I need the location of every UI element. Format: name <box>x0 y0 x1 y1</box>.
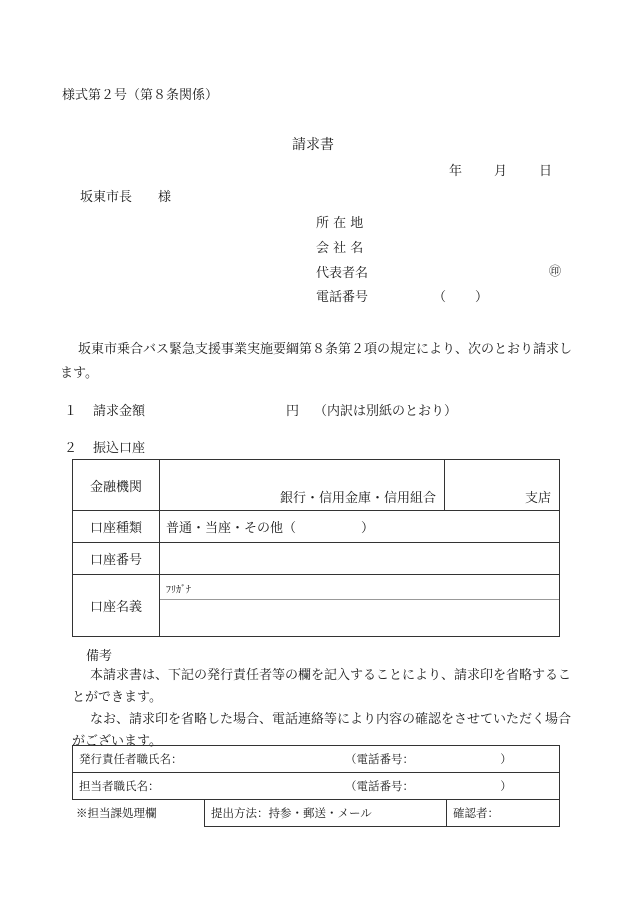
seal-mark: ㊞ <box>549 264 562 278</box>
account-number-label: 口座番号 <box>73 543 160 575</box>
account-name-row[interactable] <box>160 600 559 636</box>
submission-method[interactable]: 提出方法：持参・郵送・メール <box>205 800 447 827</box>
account-label: 振込口座 <box>93 441 146 456</box>
remarks-line2: なお、請求印を省略した場合、電話連絡等により内容の確認をさせていただく場合がございます。 <box>72 712 572 749</box>
phone-paren-open: （ <box>433 290 447 305</box>
processing-table <box>72 799 560 827</box>
contact-phone: （電話番号： ） <box>345 779 512 793</box>
amount-unit: 円 <box>286 404 300 419</box>
representative-label: 代表者名 <box>316 266 369 281</box>
amount-note: （内訳は別紙のとおり） <box>314 404 458 419</box>
account-name-field[interactable] <box>160 575 560 637</box>
amount-item-number: １ <box>64 404 78 419</box>
date-month: 月 <box>494 164 508 179</box>
phone-label: 電話番号 <box>316 290 369 305</box>
document-title: 請求書 <box>292 137 334 153</box>
date-day: 日 <box>539 164 553 179</box>
issuer-row[interactable] <box>73 746 560 773</box>
account-type-options[interactable]: 普通・当座・その他（ ） <box>160 511 560 543</box>
account-type-label: 口座種類 <box>73 511 160 543</box>
furigana-row[interactable]: ﾌﾘｶﾞﾅ <box>160 575 559 600</box>
phone-paren-close: ） <box>475 290 489 305</box>
institution-field[interactable]: 銀行・信用金庫・信用組合 <box>160 460 445 511</box>
institution-label: 金融機関 <box>73 460 160 511</box>
account-name-label: 口座名義 <box>73 575 160 637</box>
contact-label: 担当者職氏名： <box>79 779 160 793</box>
remarks-line1: 本請求書は、下記の発行責任者等の欄を記入することにより、請求印を省略することができます。 <box>72 668 572 705</box>
confirmer[interactable]: 確認者： <box>447 800 560 827</box>
issuer-phone: （電話番号： ） <box>345 752 512 766</box>
responsible-table <box>72 745 560 800</box>
address-label: 所 在 地 <box>316 216 364 231</box>
body-text: 坂東市乗合バス緊急支援事業実施要綱第８条第２項の規定により、次のとおり請求します。 <box>60 342 573 381</box>
dept-label: ※担当課処理欄 <box>76 806 157 820</box>
date-year: 年 <box>449 164 463 179</box>
issuer-label: 発行責任者職氏名： <box>79 752 183 766</box>
contact-row[interactable] <box>73 773 560 800</box>
company-label: 会 社 名 <box>316 241 364 256</box>
account-number-field[interactable] <box>160 543 560 575</box>
recipient: 坂東市長 様 <box>80 190 172 205</box>
remarks-heading: 備考 <box>86 649 113 664</box>
form-number: 様式第２号（第８条関係） <box>62 88 219 103</box>
bank-account-table <box>72 459 560 637</box>
amount-label: 請求金額 <box>93 404 146 419</box>
account-item-number: ２ <box>64 441 78 456</box>
branch-field[interactable]: 支店 <box>445 460 560 511</box>
